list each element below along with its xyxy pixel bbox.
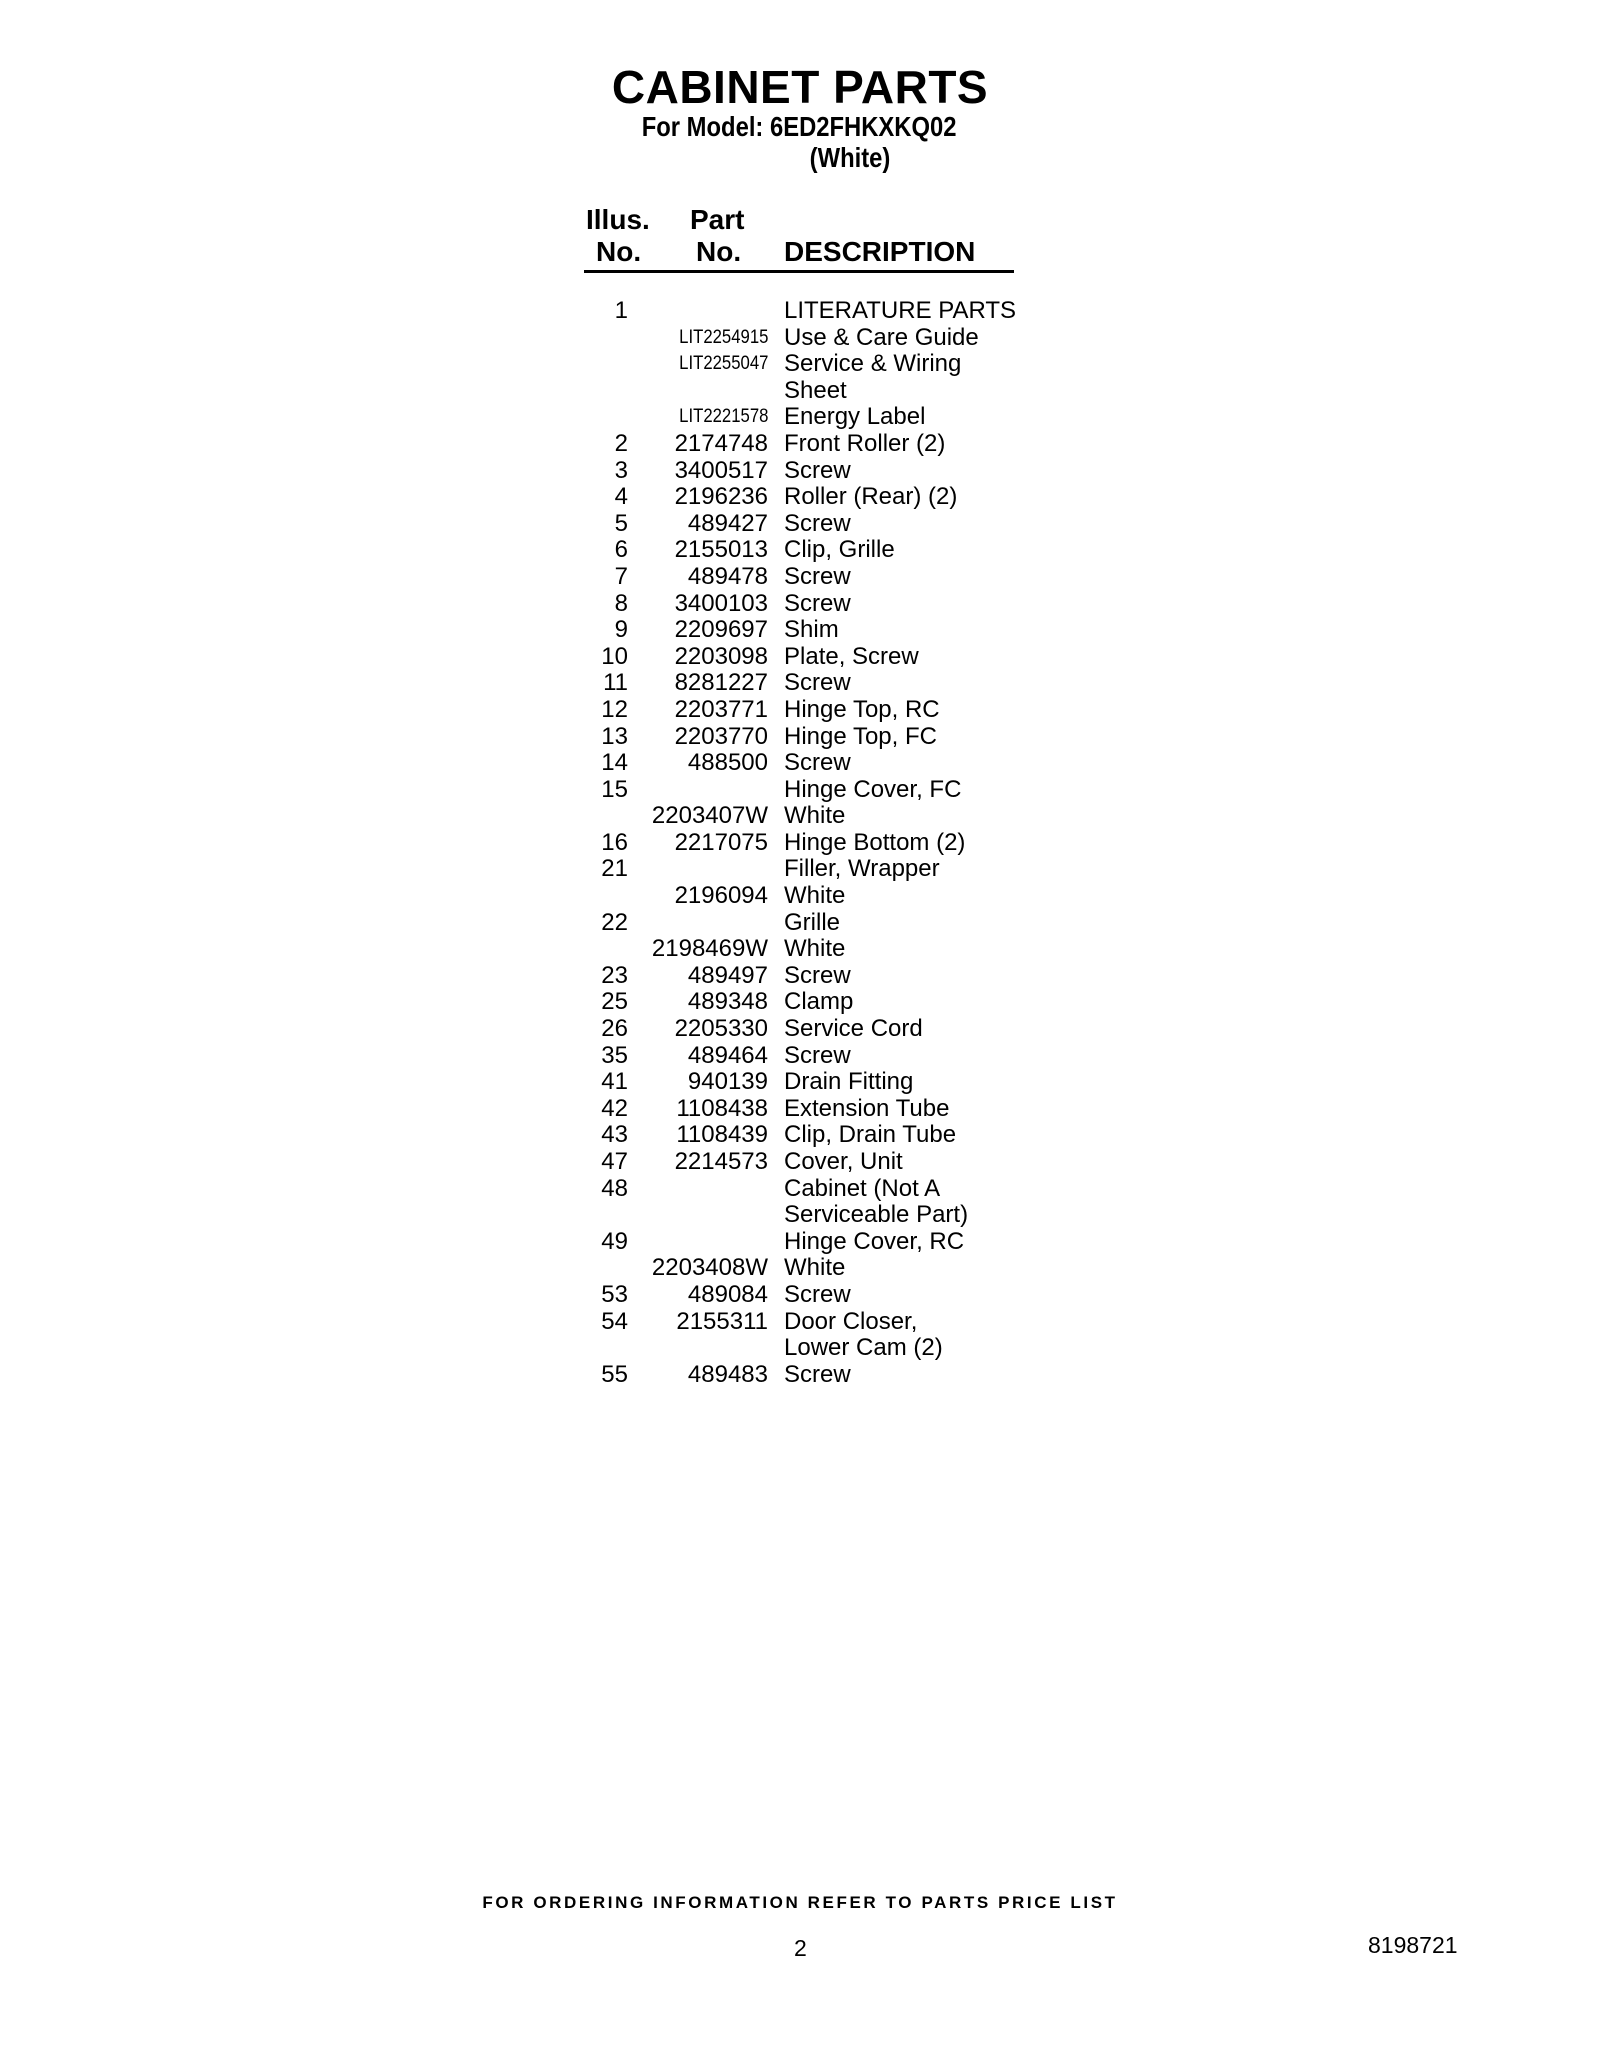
part-number: 489483 <box>687 1360 768 1388</box>
illus-number: 15 <box>601 775 628 803</box>
illus-number: 49 <box>601 1227 628 1255</box>
part-description: Hinge Top, RC <box>784 695 940 723</box>
part-number: 2155013 <box>674 536 768 564</box>
part-description: Screw <box>784 669 851 697</box>
part-number: 2196236 <box>674 483 768 511</box>
part-description: White <box>784 802 846 830</box>
part-description: White <box>784 1254 846 1282</box>
illus-number: 53 <box>601 1280 628 1308</box>
illus-number: 5 <box>614 509 628 537</box>
part-description: White <box>784 935 846 963</box>
part-number: 489497 <box>687 961 768 989</box>
part-description: Cover, Unit <box>784 1148 903 1175</box>
parts-row <box>0 617 1600 644</box>
part-number: 2205330 <box>674 1015 768 1043</box>
parts-row <box>0 378 1600 405</box>
document-number: 8198721 <box>1368 1932 1458 1958</box>
parts-row <box>0 1229 1600 1256</box>
parts-row <box>0 803 1600 830</box>
part-description: Lower Cam (2) <box>784 1334 943 1362</box>
part-description: Door Closer, <box>784 1307 918 1335</box>
part-number: 8281227 <box>674 669 768 697</box>
part-description: Plate, Screw <box>784 642 919 670</box>
parts-row <box>0 484 1600 511</box>
parts-row <box>0 724 1600 751</box>
illus-number: 10 <box>601 642 628 670</box>
header-description: DESCRIPTION <box>784 236 976 267</box>
parts-row <box>0 511 1600 538</box>
part-description: Hinge Cover, FC <box>784 775 962 803</box>
part-number: 2174748 <box>674 429 768 457</box>
part-description: Service Cord <box>784 1015 923 1043</box>
illus-number: 16 <box>601 828 628 856</box>
illus-number: 48 <box>601 1174 628 1202</box>
parts-row <box>0 1255 1600 1282</box>
header-part-top: Part <box>690 204 745 235</box>
part-description: Screw <box>784 456 851 484</box>
parts-row <box>0 1149 1600 1176</box>
part-number: 489478 <box>687 562 768 590</box>
part-description: Clip, Drain Tube <box>784 1121 957 1149</box>
part-number: LIT2254915 <box>678 326 768 348</box>
parts-row <box>0 325 1600 352</box>
ordering-footer: FOR ORDERING INFORMATION REFER TO PARTS PRICE LIST <box>482 1893 1118 1912</box>
parts-row <box>0 1176 1600 1203</box>
part-description: Screw <box>784 1041 851 1069</box>
part-number: LIT2255047 <box>678 353 768 375</box>
part-description: Hinge Bottom (2) <box>784 828 966 856</box>
illus-number: 54 <box>601 1307 628 1335</box>
parts-list <box>0 298 1600 1388</box>
part-number: 489348 <box>687 988 768 1016</box>
part-description: Screw <box>784 749 851 777</box>
parts-row <box>0 1362 1600 1389</box>
part-number: 2155311 <box>676 1307 768 1335</box>
part-description: Extension Tube <box>784 1094 950 1122</box>
part-description: Clamp <box>784 988 854 1016</box>
parts-row <box>0 1016 1600 1043</box>
illus-number: 35 <box>601 1041 628 1069</box>
illus-number: 21 <box>601 855 628 883</box>
illus-number: 42 <box>601 1094 628 1122</box>
part-number: 489084 <box>687 1280 768 1308</box>
parts-row <box>0 697 1600 724</box>
part-description: Sheet <box>784 376 847 404</box>
part-description: Hinge Top, FC <box>784 722 937 750</box>
part-description: Screw <box>784 961 851 989</box>
part-number: 3400517 <box>674 456 768 484</box>
part-number: LIT2221578 <box>678 406 768 428</box>
part-description: Filler, Wrapper <box>784 855 940 883</box>
parts-row <box>0 537 1600 564</box>
part-description: Energy Label <box>784 403 926 431</box>
part-description: Use & Care Guide <box>784 323 979 351</box>
page-title: CABINET PARTS <box>611 61 989 113</box>
illus-number: 25 <box>601 988 628 1016</box>
part-number: 2198469W <box>651 935 768 963</box>
color-line: (White) <box>809 142 891 173</box>
illus-number: 6 <box>614 536 628 564</box>
illus-number: 43 <box>601 1121 628 1149</box>
illus-number: 47 <box>601 1148 628 1175</box>
illus-number: 11 <box>603 669 628 697</box>
part-description: Service & Wiring <box>784 350 962 378</box>
illus-number: 1 <box>614 297 628 324</box>
parts-row <box>0 830 1600 857</box>
part-number: 940139 <box>687 1068 768 1096</box>
part-description: Drain Fitting <box>784 1068 914 1096</box>
parts-row <box>0 298 1600 325</box>
part-number: 3400103 <box>674 589 768 617</box>
part-description: LITERATURE PARTS <box>784 297 1017 324</box>
header-part-bottom: No. <box>696 236 742 267</box>
parts-row <box>0 591 1600 618</box>
parts-row <box>0 644 1600 671</box>
parts-row <box>0 936 1600 963</box>
illus-number: 26 <box>601 1015 628 1043</box>
part-description: Front Roller (2) <box>784 429 946 457</box>
part-description: Screw <box>784 1280 851 1308</box>
illus-number: 9 <box>614 616 628 644</box>
part-description: Clip, Grille <box>784 536 895 564</box>
part-number: 489464 <box>687 1041 768 1069</box>
parts-row <box>0 1122 1600 1149</box>
part-number: 2209697 <box>674 616 768 644</box>
part-number: 489427 <box>687 509 768 537</box>
parts-row <box>0 458 1600 485</box>
illus-number: 2 <box>614 429 628 457</box>
part-number: 2196094 <box>674 882 768 910</box>
header-illus-bottom: No. <box>596 236 642 267</box>
part-number: 2217075 <box>674 828 768 856</box>
parts-row <box>0 404 1600 431</box>
parts-row <box>0 564 1600 591</box>
parts-row <box>0 1282 1600 1309</box>
illus-number: 14 <box>601 749 628 777</box>
part-number: 2214573 <box>674 1148 768 1175</box>
part-number: 488500 <box>687 749 768 777</box>
part-number: 2203408W <box>651 1254 768 1282</box>
part-number: 2203770 <box>674 722 768 750</box>
part-description: Hinge Cover, RC <box>784 1227 965 1255</box>
part-number: 2203407W <box>651 802 768 830</box>
part-number: 1108439 <box>676 1121 768 1149</box>
part-description: Serviceable Part) <box>784 1201 969 1229</box>
parts-row <box>0 431 1600 458</box>
parts-row <box>0 750 1600 777</box>
parts-row <box>0 351 1600 378</box>
illus-number: 8 <box>614 589 628 617</box>
part-description: Grille <box>784 908 841 936</box>
parts-row <box>0 856 1600 883</box>
parts-row <box>0 1335 1600 1362</box>
illus-number: 41 <box>601 1068 628 1096</box>
illus-number: 12 <box>601 695 628 723</box>
parts-row <box>0 670 1600 697</box>
part-description: Screw <box>784 562 851 590</box>
parts-row <box>0 1096 1600 1123</box>
model-line: For Model: 6ED2FHKXKQ02 <box>641 111 957 142</box>
part-description: Screw <box>784 1360 851 1388</box>
illus-number: 55 <box>601 1360 628 1388</box>
part-number: 2203098 <box>674 642 768 670</box>
illus-number: 4 <box>614 483 628 511</box>
parts-row <box>0 1309 1600 1336</box>
parts-row <box>0 1069 1600 1096</box>
part-description: White <box>784 882 846 910</box>
part-number: 2203771 <box>674 695 768 723</box>
parts-row <box>0 989 1600 1016</box>
part-description: Shim <box>784 616 839 644</box>
parts-row <box>0 777 1600 804</box>
page-number: 2 <box>794 1935 807 1961</box>
header-rule <box>584 270 1014 273</box>
part-number: 1108438 <box>676 1094 768 1122</box>
part-description: Screw <box>784 589 851 617</box>
part-description: Roller (Rear) (2) <box>784 483 958 511</box>
illus-number: 7 <box>614 562 628 590</box>
part-description: Screw <box>784 509 851 537</box>
illus-number: 13 <box>601 722 628 750</box>
parts-row <box>0 1202 1600 1229</box>
illus-number: 23 <box>601 961 628 989</box>
illus-number: 3 <box>614 456 628 484</box>
part-description: Cabinet (Not A <box>784 1174 941 1202</box>
parts-row <box>0 883 1600 910</box>
parts-row <box>0 1043 1600 1070</box>
illus-number: 22 <box>601 908 628 936</box>
parts-row <box>0 910 1600 937</box>
header-illus-top: Illus. <box>586 204 650 235</box>
parts-row <box>0 963 1600 990</box>
